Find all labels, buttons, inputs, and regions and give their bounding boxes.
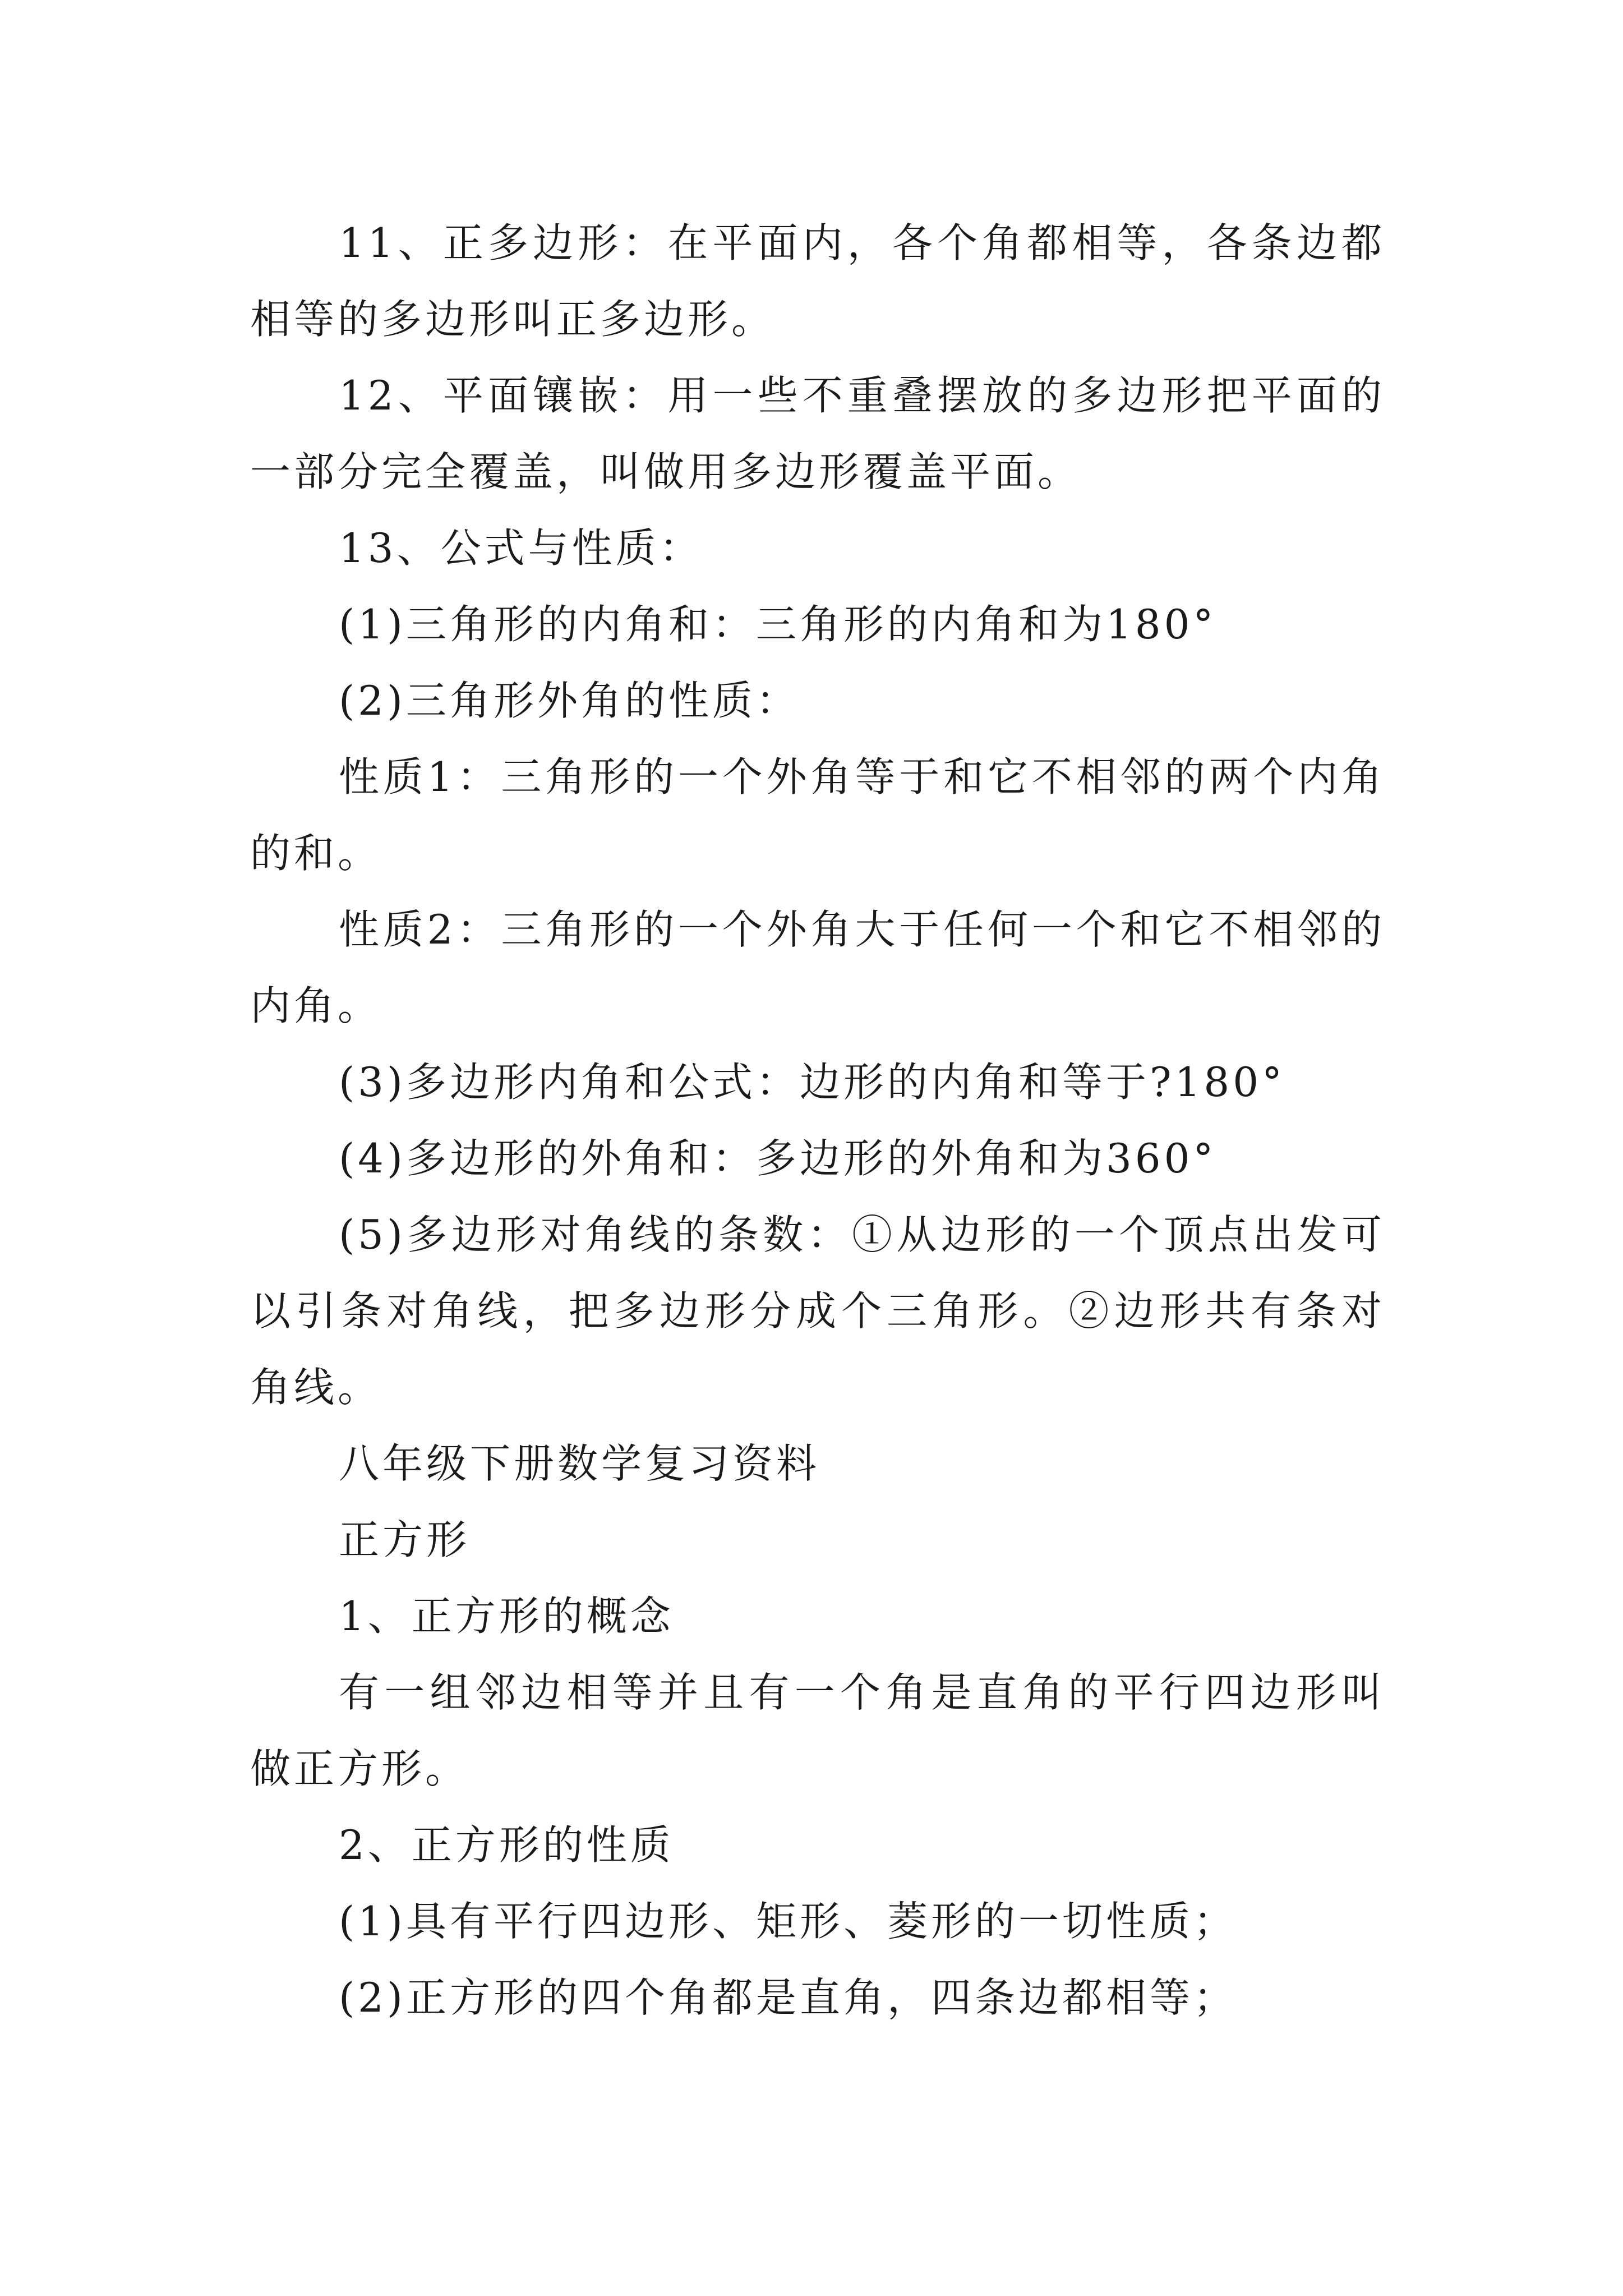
paragraph-square-property-2: (2)正方形的四个角都是直角，四条边都相等； xyxy=(339,1974,1237,2021)
paragraph-square-heading: 正方形 xyxy=(339,1516,471,1563)
document-body xyxy=(250,205,1385,2036)
paragraph-triangle-angle-sum: (1)三角形的内角和：三角形的内角和为180° xyxy=(339,601,1217,648)
paragraph-square-properties-heading: 2、正方形的性质 xyxy=(339,1821,674,1869)
paragraph-regular-polygon: 11、正多边形：在平面内，各个角都相等，各条边都相等的多边形叫正多边形。 xyxy=(250,219,1385,343)
paragraph-polygon-exterior-sum: (4)多边形的外角和：多边形的外角和为360° xyxy=(339,1135,1217,1182)
paragraph-exterior-angle-heading: (2)三角形外角的性质： xyxy=(339,677,800,724)
paragraph-square-concept-heading: 1、正方形的概念 xyxy=(339,1593,674,1640)
paragraph-review-title: 八年级下册数学复习资料 xyxy=(339,1440,820,1487)
paragraph-property-2: 性质2：三角形的一个外角大于任何一个和它不相邻的内角。 xyxy=(250,906,1385,1029)
paragraph-square-property-1: (1)具有平行四边形、矩形、菱形的一切性质； xyxy=(339,1898,1237,1945)
paragraph-property-1: 性质1：三角形的一个外角等于和它不相邻的两个内角的和。 xyxy=(250,753,1385,877)
paragraph-square-definition: 有一组邻边相等并且有一个角是直角的平行四边形叫做正方形。 xyxy=(250,1669,1385,1792)
paragraph-plane-tessellation: 12、平面镶嵌：用一些不重叠摆放的多边形把平面的一部分完全覆盖，叫做用多边形覆盖平面。 xyxy=(250,372,1385,495)
paragraph-formulas-heading: 13、公式与性质： xyxy=(339,524,703,572)
paragraph-diagonals: (5)多边形对角线的条数：①从边形的一个顶点出发可以引条对角线，把多边形分成个三角形。②边形共有条对角线。 xyxy=(250,1211,1385,1411)
paragraph-polygon-interior-sum: (3)多边形内角和公式：边形的内角和等于?180° xyxy=(339,1059,1286,1106)
